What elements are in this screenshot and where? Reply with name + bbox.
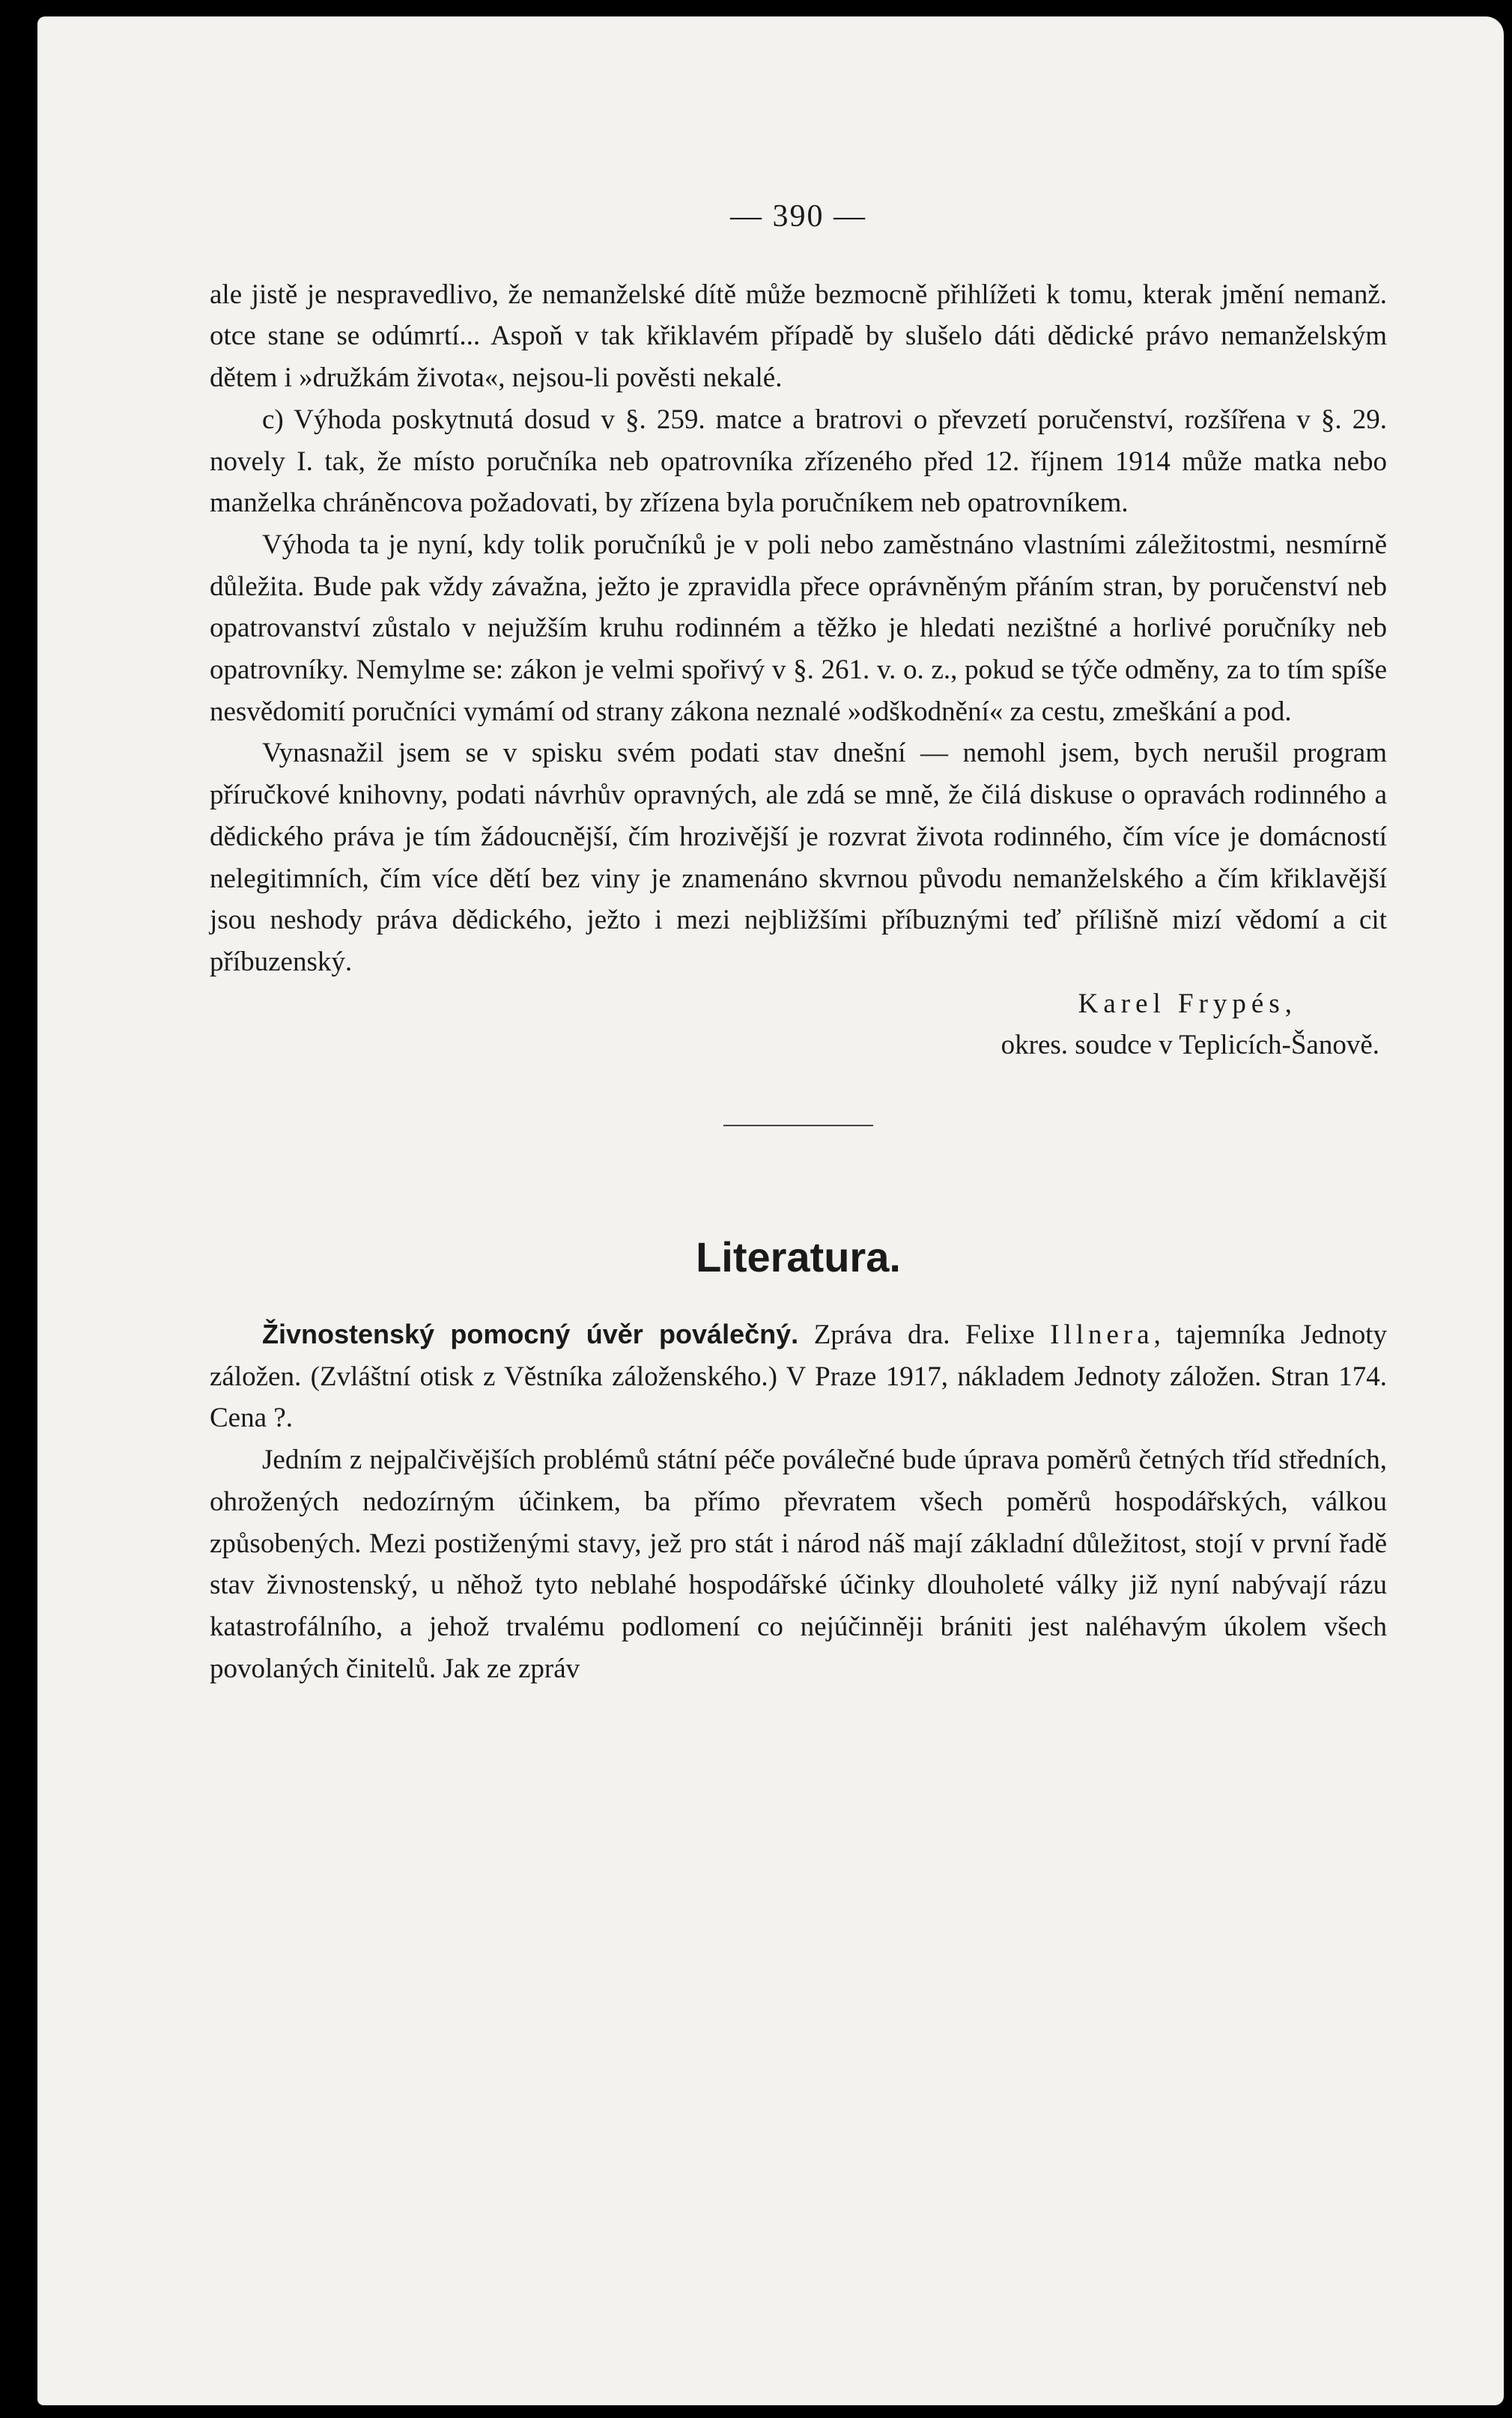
paragraph-vyhoda-ta: Výhoda ta je nyní, kdy tolik poručníků je v poli nebo zaměstnáno vlastními záležitostmi, nesmírně důležita. Bude pak vždy závažna, ježto je zpravidla přece oprávněným přáním stran, by poručenství neb opatrovanství zůstalo v nejužším kruhu rodinném a těžko je hledati nezištné a horlivé poručníky neb opatrovníky. Nemylme se: zákon je velmi spořivý v §. 261. v. o. z., pokud se týče odměny, za to tím spíše nesvědomití poručníci vymámí od strany zákona neznalé »odškodnění« za cestu, zmeškání a pod. (210, 529, 1387, 727)
text-column (210, 196, 1387, 1689)
book-author: Illnera (1050, 1319, 1154, 1351)
page-sheet (37, 16, 1504, 2405)
review-paragraph: Jedním z nejpalčivějších problémů státní péče poválečné bude úprava poměrů četných tříd středních, ohrožených nedozírným účinkem, ba přímo převratem všech poměrů hospodářských, válkou způsobených. Mezi postiženými stavy, jež pro stát i národ náš mají základní důležitost, stojí v první řadě stav živnostenský, u něhož tyto neblahé hospodářské účinky dlouholeté války již nyní nabývají rázu katastrofálního, a jehož trvalému podlomení co nejúčinněji brániti jest naléhavým úkolem všech povolaných činitelů. Jak ze zpráv (210, 1445, 1387, 1684)
paragraph-continuation: ale jistě je nespravedlivo, že nemanželské dítě může bezmocně přihlížeti k tomu, kterak jmění nemanž. otce stane se odúmrtí... Aspoň v tak křiklavém případě by slušelo dáti dědické právo nemanželským dětem i »družkám života«, nejsou-li pověsti nekalé. (210, 279, 1387, 394)
book-details: , tajemníka Jednoty záložen. (Zvláštní otisk z Věstníka záloženského.) V Praze 1917, nákladem Jednoty záložen. Stran 174. Cena ?. (210, 1319, 1388, 1434)
section-divider (723, 1125, 873, 1126)
section-heading: Literatura. (696, 1233, 901, 1281)
signature-name: Karel Frypés, (1078, 988, 1297, 1019)
book-entry (210, 1313, 1387, 1439)
paragraph-vynasnazil: Vynasnažil jsem se v spisku svém podati stav dnešní — nemohl jsem, bych nerušil program příručkové knihovny, podati návrhův opravných, ale zdá se mně, že čilá diskuse o opravách rodinného a dědického práva je tím žádoucnější, čím hrozivější je rozvrat života rodinného, čím více je domácností nelegitimních, čím více dětí bez viny je znamenáno skvrnou původu nemanželského a čím křiklavější jsou neshody práva dědického, ježto i mezi nejbližšími příbuznými teď přílišně mizí vědomí a cit příbuzenský. (210, 738, 1387, 977)
signature-role: okres. soudce v Teplicích-Šanově. (1001, 1030, 1379, 1061)
paragraph-c-vyhoda: c) Výhoda poskytnutá dosud v §. 259. matce a bratrovi o převzetí poručenství, rozšířena v §. 29. novely I. tak, že místo poručníka neb opatrovníka zřízeného před 12. říjnem 1914 může matka nebo manželka chráněncova požadovati, by zřízena byla poručníkem neb opatrovníkem. (210, 404, 1387, 519)
book-title: Živnostenský pomocný úvěr poválečný. (262, 1319, 799, 1350)
book-report-by: Zpráva dra. Felixe (813, 1319, 1035, 1351)
page-number: — 390 — (730, 199, 866, 234)
